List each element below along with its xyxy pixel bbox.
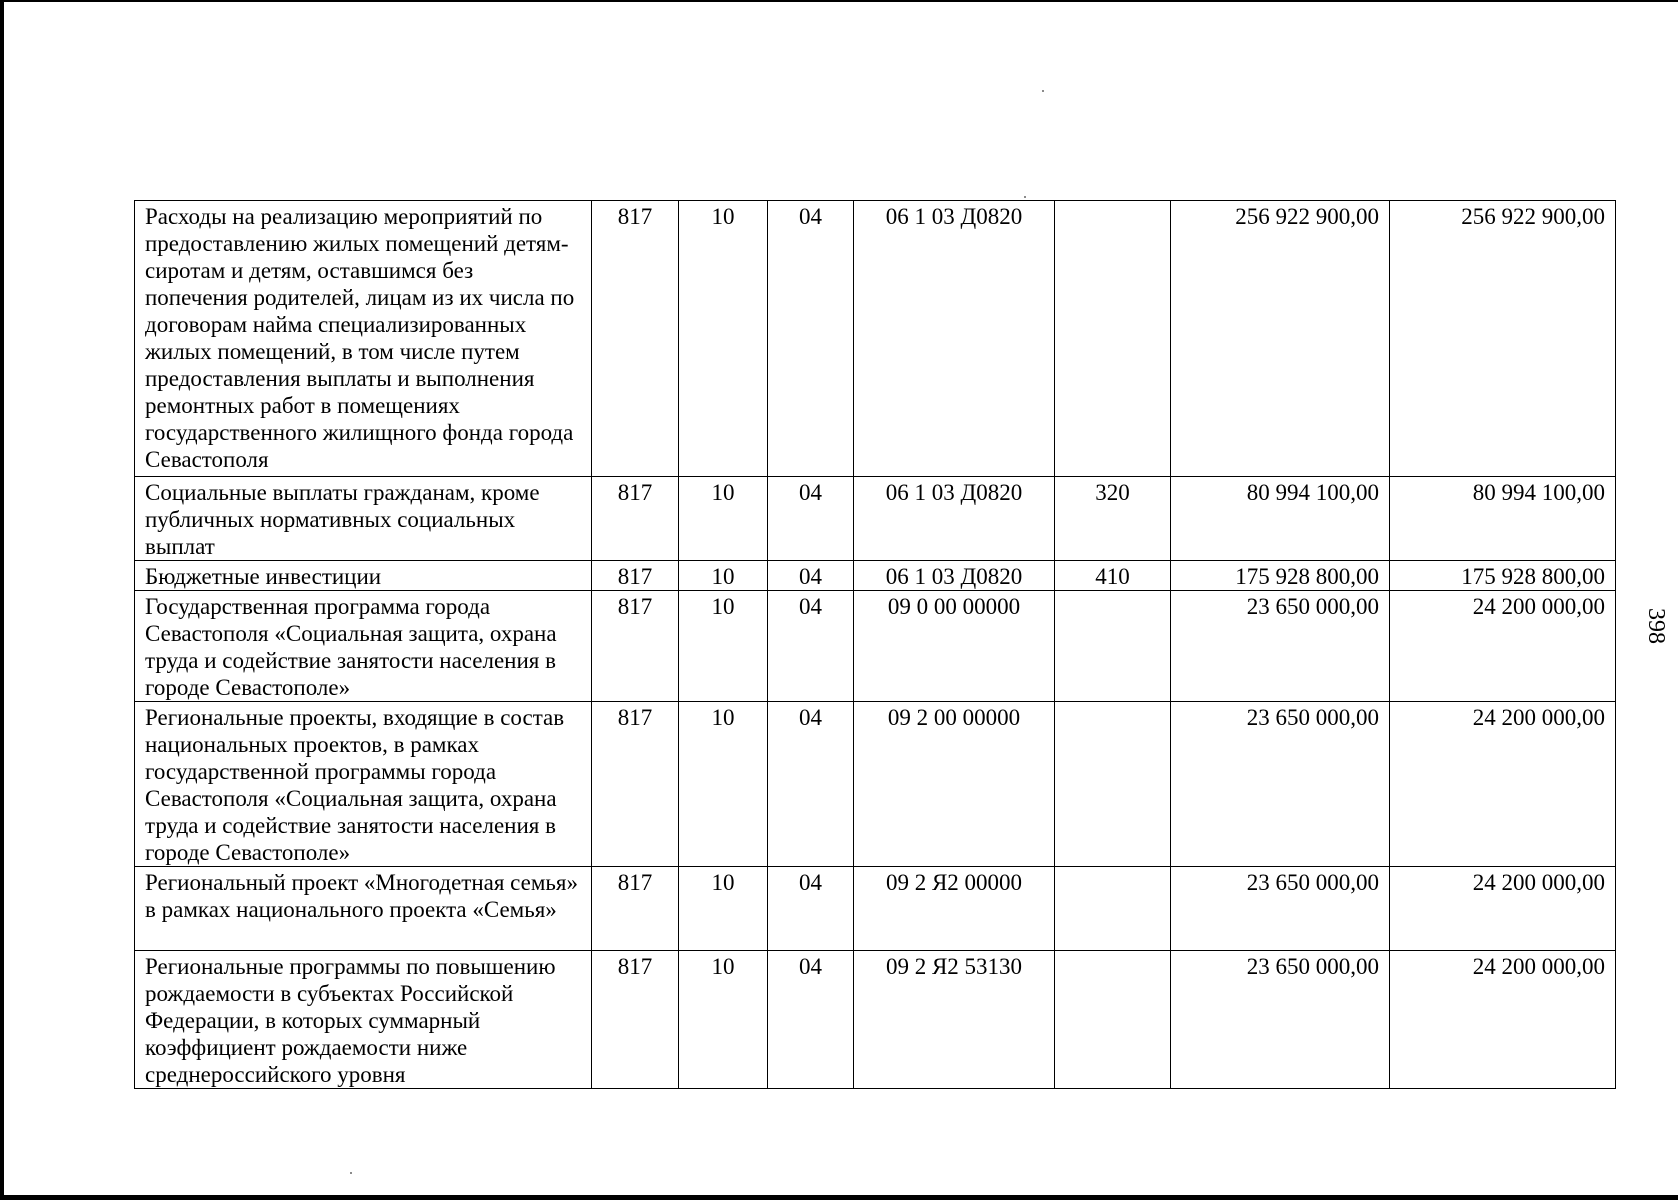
- table-row: [135, 867, 1616, 951]
- section-code: 10: [679, 867, 768, 951]
- ministry-code: 817: [592, 591, 679, 702]
- table-row: [135, 702, 1616, 867]
- table-row: [135, 561, 1616, 591]
- ministry-code: 817: [592, 867, 679, 951]
- ministry-code: 817: [592, 702, 679, 867]
- sum-year-1: 23 650 000,00: [1171, 867, 1390, 951]
- target-article-code: 06 1 03 Д0820: [854, 477, 1055, 561]
- sum-year-1: 80 994 100,00: [1171, 477, 1390, 561]
- section-code: 10: [679, 951, 768, 1089]
- row-name: Государственная программа города Севастополя «Социальная защита, охрана труда и содействие занятости населения в городе Севастополе»: [135, 591, 592, 702]
- expense-kind-code: 410: [1055, 561, 1171, 591]
- sum-year-2: 24 200 000,00: [1390, 702, 1616, 867]
- sum-year-1: 23 650 000,00: [1171, 702, 1390, 867]
- row-name: Региональный проект «Многодетная семья» в рамках национального проекта «Семья»: [135, 867, 592, 951]
- ministry-code: 817: [592, 477, 679, 561]
- target-article-code: 06 1 03 Д0820: [854, 201, 1055, 477]
- row-name: Социальные выплаты гражданам, кроме публичных нормативных социальных выплат: [135, 477, 592, 561]
- sum-year-2: 175 928 800,00: [1390, 561, 1616, 591]
- sum-year-1: 23 650 000,00: [1171, 591, 1390, 702]
- sum-year-2: 24 200 000,00: [1390, 951, 1616, 1089]
- ministry-code: 817: [592, 201, 679, 477]
- scan-speck: [1024, 196, 1026, 198]
- row-name: Бюджетные инвестиции: [135, 561, 592, 591]
- sum-year-2: 24 200 000,00: [1390, 867, 1616, 951]
- section-code: 10: [679, 477, 768, 561]
- subsection-code: 04: [768, 477, 854, 561]
- sum-year-1: 175 928 800,00: [1171, 561, 1390, 591]
- table-row: [135, 201, 1616, 477]
- sum-year-2: 24 200 000,00: [1390, 591, 1616, 702]
- table-row: [135, 477, 1616, 561]
- sum-year-1: 256 922 900,00: [1171, 201, 1390, 477]
- target-article-code: 06 1 03 Д0820: [854, 561, 1055, 591]
- ministry-code: 817: [592, 951, 679, 1089]
- target-article-code: 09 0 00 00000: [854, 591, 1055, 702]
- ministry-code: 817: [592, 561, 679, 591]
- subsection-code: 04: [768, 201, 854, 477]
- subsection-code: 04: [768, 951, 854, 1089]
- expense-kind-code: [1055, 591, 1171, 702]
- page-number: 398: [1643, 608, 1669, 644]
- row-name: Региональные программы по повышению рождаемости в субъектах Российской Федерации, в которых суммарный коэффициент рождаемости ниже среднероссийского уровня: [135, 951, 592, 1089]
- sum-year-2: 80 994 100,00: [1390, 477, 1616, 561]
- row-name: Региональные проекты, входящие в состав национальных проектов, в рамках государственной программы города Севастополя «Социальная защита, охрана труда и содействие занятости населения в городе Севастополе»: [135, 702, 592, 867]
- expense-kind-code: [1055, 702, 1171, 867]
- expense-kind-code: [1055, 201, 1171, 477]
- subsection-code: 04: [768, 867, 854, 951]
- row-name: Расходы на реализацию мероприятий по предоставлению жилых помещений детям-сиротам и детям, оставшимся без попечения родителей, лицам из их числа по договорам найма специализированных жилых помещений, в том числе путем предоставления выплаты и выполнения ремонтных работ в помещениях государственного жилищного фонда города Севастополя: [135, 201, 592, 477]
- table-row: [135, 591, 1616, 702]
- scan-speck: [350, 1172, 352, 1174]
- table-row: [135, 951, 1616, 1089]
- page-left-edge: [0, 0, 4, 1200]
- section-code: 10: [679, 591, 768, 702]
- expense-kind-code: [1055, 867, 1171, 951]
- section-code: 10: [679, 201, 768, 477]
- target-article-code: 09 2 Я2 53130: [854, 951, 1055, 1089]
- expense-kind-code: [1055, 951, 1171, 1089]
- section-code: 10: [679, 561, 768, 591]
- section-code: 10: [679, 702, 768, 867]
- sum-year-2: 256 922 900,00: [1390, 201, 1616, 477]
- page-top-edge: [0, 0, 1678, 2]
- scan-speck: [1042, 90, 1044, 92]
- target-article-code: 09 2 00 00000: [854, 702, 1055, 867]
- sum-year-1: 23 650 000,00: [1171, 951, 1390, 1089]
- page-bottom-edge: [0, 1195, 1678, 1200]
- subsection-code: 04: [768, 561, 854, 591]
- budget-table: [134, 200, 1616, 1089]
- target-article-code: 09 2 Я2 00000: [854, 867, 1055, 951]
- subsection-code: 04: [768, 702, 854, 867]
- expense-kind-code: 320: [1055, 477, 1171, 561]
- subsection-code: 04: [768, 591, 854, 702]
